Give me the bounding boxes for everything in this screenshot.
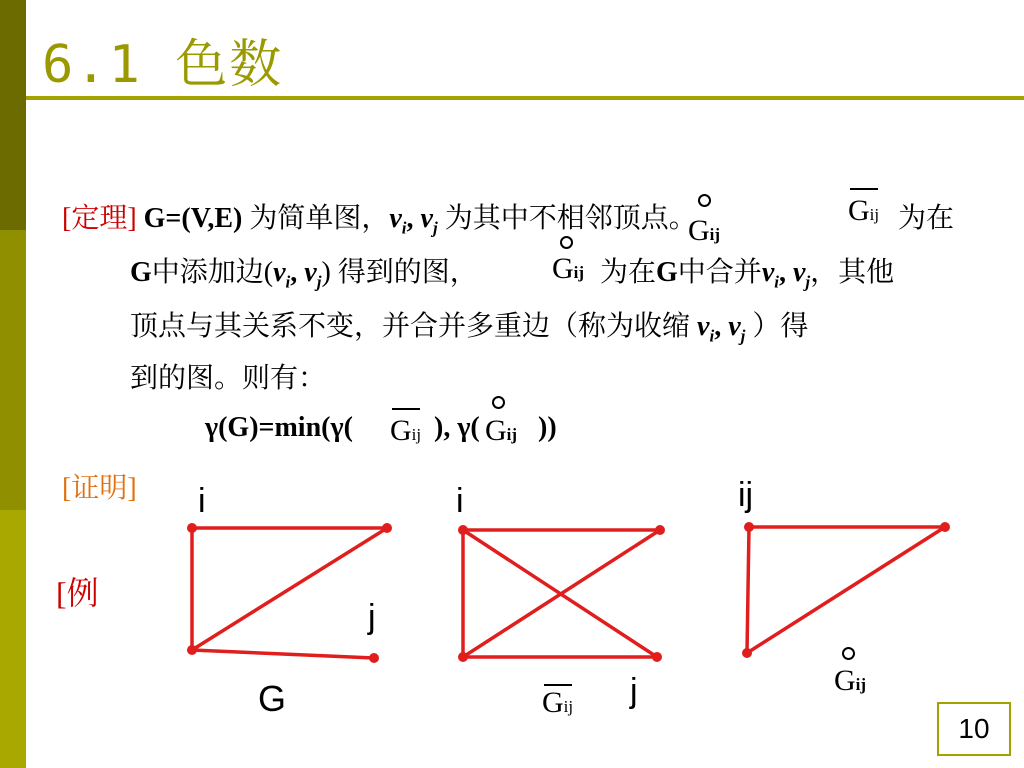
contracted-graph-symbol: Gij [552, 252, 585, 285]
vertex-label-i: i [456, 482, 464, 520]
graph-edge [192, 528, 387, 650]
graph-edge [747, 527, 945, 653]
graph-vertex [652, 652, 662, 662]
contract-ring-mark [842, 647, 855, 660]
graph-complement-edges [463, 530, 660, 657]
graph-vertex [458, 525, 468, 535]
graph-vertex [744, 522, 754, 532]
graph-caption-g: G [258, 678, 287, 719]
example-label: [例 [56, 575, 99, 611]
contracted-graph-caption: Gij [834, 664, 867, 697]
graph-vertex [382, 523, 392, 533]
contracted-graph-symbol: Gij [485, 414, 518, 447]
slide-title: 6.1 色数 [42, 35, 284, 95]
theorem-line-4: 到的图。则有： [130, 363, 327, 394]
graph-edge [747, 527, 749, 653]
graph-vertex [187, 645, 197, 655]
graph-vertex [742, 648, 752, 658]
theorem-line-2b: 为在G中合并$v_i$, $v_j$，其他 [600, 257, 895, 292]
theorem-line-3: 顶点与其关系不变，并合并多重边（称为收缩 $v_i$, $v_j$ ）得 [130, 311, 809, 346]
graph-vertex [369, 653, 379, 663]
vertex-label-i: i [198, 482, 206, 520]
complement-graph-symbol: Gij [390, 414, 422, 447]
graph-vertex [940, 522, 950, 532]
graph-vertex [187, 523, 197, 533]
sub-j: j [432, 218, 438, 238]
complement-graph-symbol: Gij [848, 194, 880, 227]
theorem-label: [定理] [62, 203, 137, 234]
sub-i: i [401, 218, 407, 238]
text-fragment: 为在 [898, 203, 955, 234]
vertex-label-j: j [368, 598, 376, 636]
complement-graph-caption: Gij [542, 686, 574, 719]
contracted-graph-symbol: Gij [688, 214, 721, 247]
text-fragment: 为其中不相邻顶点。 [444, 203, 697, 234]
vertex-label-ij: ij [738, 476, 754, 514]
var-v: v [389, 203, 402, 234]
page-number: 10 [937, 702, 1011, 756]
text-fragment: 为简单图， [249, 203, 390, 234]
graph-vertex [655, 525, 665, 535]
vertex-label-j: j [630, 672, 638, 710]
var-v: v [420, 203, 433, 234]
graph-contracted-edges [747, 527, 945, 653]
proof-label: [证明] [62, 473, 137, 504]
formula-part-a: γ(G)=min(γ( [205, 412, 353, 443]
comma: , [406, 203, 414, 234]
graph-vertex [458, 652, 468, 662]
formula-part-c: )) [538, 412, 557, 443]
graph-definition: G=(V,E) [143, 203, 243, 234]
theorem-line-2: G中添加边($v_i$, $v_j$) 得到的图， [130, 257, 478, 292]
graph-edge [192, 650, 374, 658]
graph-g-edges [192, 528, 387, 658]
formula-part-b: ), γ( [434, 412, 480, 443]
